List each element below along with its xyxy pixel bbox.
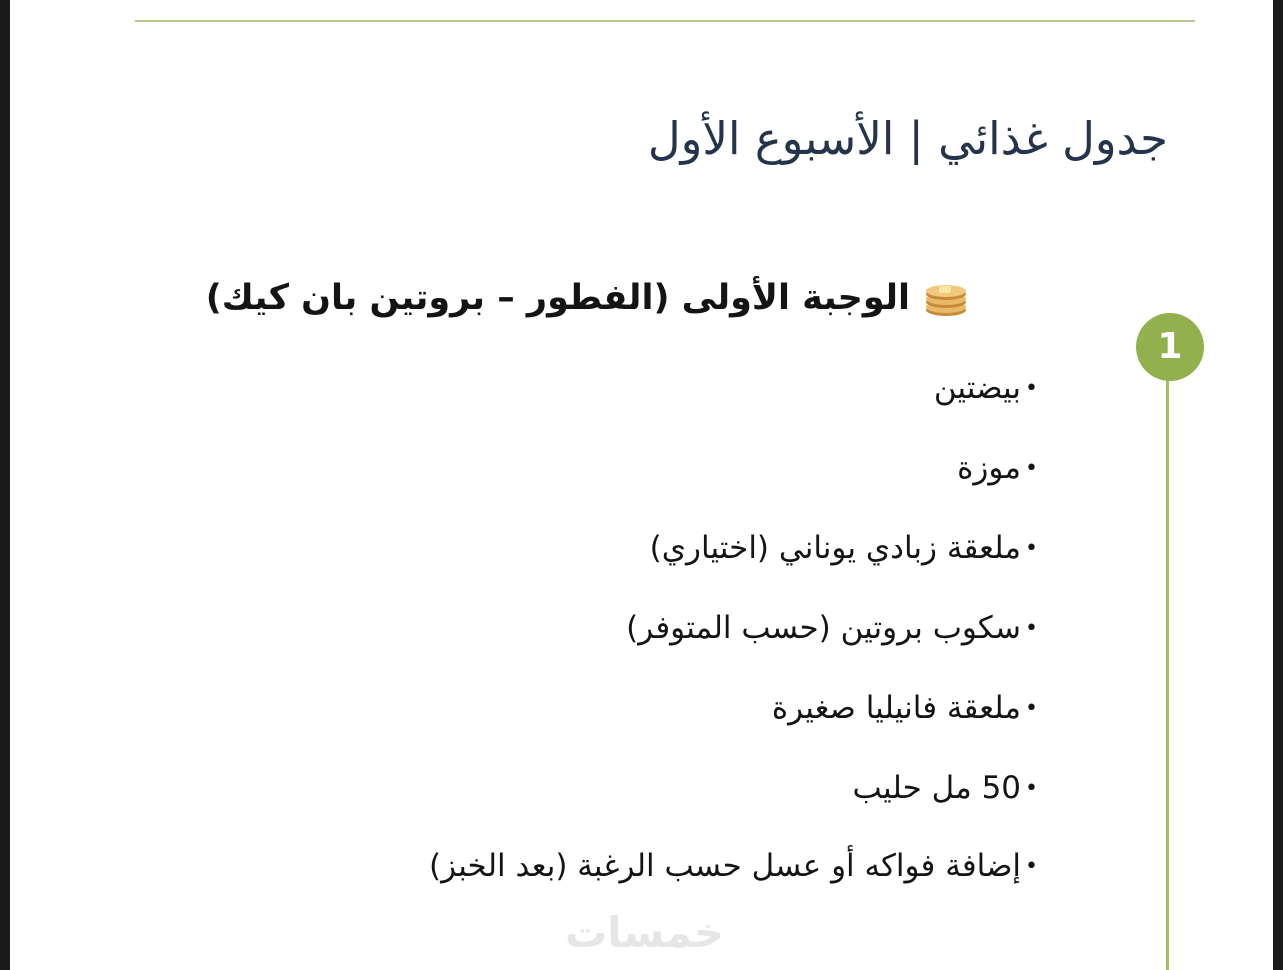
list-item: •50 مل حليب bbox=[852, 770, 1038, 806]
meal-heading bbox=[206, 278, 968, 318]
pancakes-icon bbox=[924, 278, 968, 318]
list-item: •سكوب بروتين (حسب المتوفر) bbox=[626, 610, 1038, 646]
watermark: خمسات bbox=[565, 908, 725, 957]
step-number-badge: 1 bbox=[1136, 313, 1204, 381]
top-divider bbox=[135, 20, 1195, 22]
list-item: •ملعقة فانيليا صغيرة bbox=[771, 690, 1038, 726]
meal-heading-text: الوجبة الأولى (الفطور – بروتين بان كيك) bbox=[205, 278, 910, 318]
list-item: •موزة bbox=[957, 450, 1038, 486]
timeline-line bbox=[1166, 372, 1169, 970]
document-page bbox=[10, 0, 1273, 970]
list-item: •بيضتين bbox=[933, 370, 1038, 406]
page-title: جدول غذائي | الأسبوع الأول bbox=[647, 112, 1168, 165]
list-item: •إضافة فواكه أو عسل حسب الرغبة (بعد الخبز) bbox=[429, 848, 1038, 884]
list-item: •ملعقة زبادي يوناني (اختياري) bbox=[649, 530, 1038, 566]
